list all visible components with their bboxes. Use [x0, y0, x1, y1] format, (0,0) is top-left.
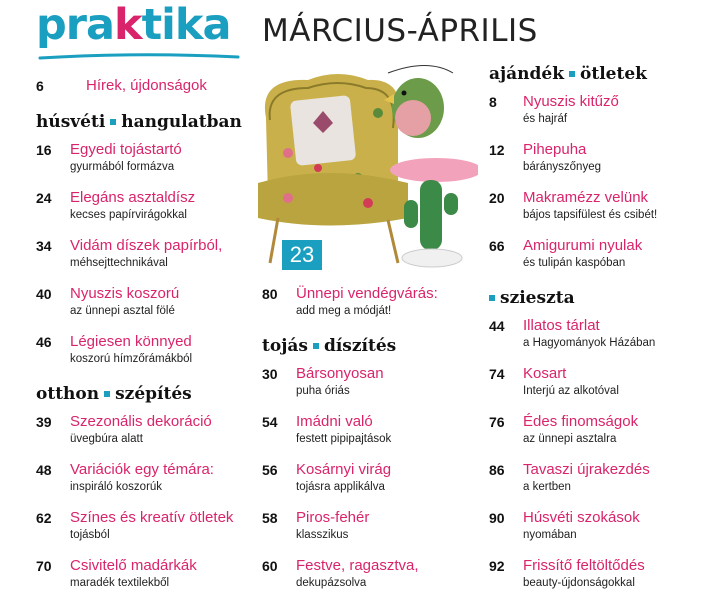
section-heading-sziesta: sziesztа — [489, 288, 575, 308]
issue-date: MÁRCIUS-ÁPRILIS — [262, 13, 538, 49]
entry-title: Hírek, újdonságok — [86, 77, 207, 94]
page-badge: 23 — [282, 240, 322, 270]
section-heading-otthon: otthon szépítés — [36, 384, 192, 404]
section-heading-ajandek: ajándék ötletek — [489, 64, 647, 84]
square-bullet-icon — [569, 71, 575, 77]
square-bullet-icon — [489, 295, 495, 301]
square-bullet-icon — [104, 391, 110, 397]
square-bullet-icon — [313, 343, 319, 349]
section-heading-tojas: tojás díszítés — [262, 336, 397, 356]
section-heading-husveti: húsvéti hangulatban — [36, 112, 242, 132]
magazine-logo: praktika — [36, 0, 231, 50]
page-number: 6 — [36, 78, 44, 94]
square-bullet-icon — [110, 119, 116, 125]
logo-swoosh-icon — [38, 50, 242, 62]
